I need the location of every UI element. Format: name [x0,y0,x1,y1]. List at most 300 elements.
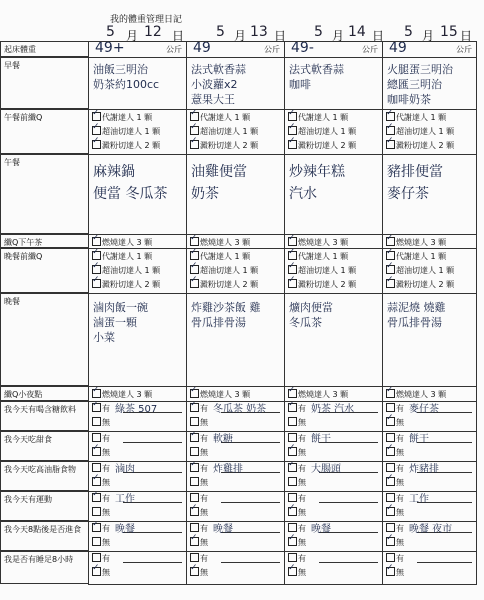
option-oil1[interactable] [288,265,356,276]
yes-label: 有 [396,554,404,563]
option-metab1[interactable] [92,251,152,262]
date-month: 5 [216,24,225,40]
option-label: 燃燒達人 3 顆 [396,390,447,399]
cell [383,462,477,492]
checkbox[interactable] [288,112,297,121]
option-starch2[interactable] [288,140,356,151]
yes-label: 有 [102,464,110,473]
no-option[interactable] [190,477,208,488]
row-drink [89,402,477,432]
no-label: 無 [298,418,306,427]
date-month-unit: 月 [422,29,435,43]
yes-label: 有 [200,524,208,533]
option-starch2[interactable] [92,279,160,290]
checkbox[interactable] [190,389,199,398]
checkbox[interactable] [386,433,395,442]
yes-option[interactable] [288,463,306,474]
option-label: 代謝達人 1 顆 [298,113,349,122]
row-before-dinner [89,249,477,294]
checkbox[interactable] [288,126,297,135]
label-before-dinner: 晚餐前纖Q [0,248,88,293]
yes-label: 有 [396,434,404,443]
yes-label: 有 [298,464,306,473]
option-starch2[interactable] [92,140,160,151]
cell [383,42,477,58]
cell [89,387,187,402]
option-label: 超油切達人 1 顆 [200,127,259,136]
checkbox[interactable] [288,477,297,486]
checkbox[interactable] [386,403,395,412]
checkbox[interactable] [288,251,297,260]
label-night-snack: 纖Q小夜點 [0,386,88,401]
cell [89,522,187,552]
checkbox[interactable] [386,417,395,426]
cell [383,58,477,110]
date-day: 12 [144,24,162,40]
row-before-lunch [89,110,477,155]
no-option[interactable] [288,537,306,548]
no-label: 無 [200,568,208,577]
note-line [221,502,280,503]
checkbox[interactable] [386,477,395,486]
option-burn3[interactable] [288,389,348,400]
checkbox[interactable] [288,553,297,562]
no-option[interactable] [92,417,110,428]
checkbox[interactable] [288,265,297,274]
label-weight: 起床體重 [0,41,88,57]
cell [187,249,285,294]
cell [187,432,285,462]
yes-label: 有 [298,524,306,533]
checkbox[interactable] [92,477,101,486]
cell [383,294,477,387]
checkbox[interactable] [190,477,199,486]
yes-label: 有 [396,464,404,473]
option-starch2[interactable] [288,279,356,290]
no-label: 無 [298,538,306,547]
weight-unit: 公斤 [456,45,472,54]
option-starch2[interactable] [190,279,258,290]
no-option[interactable] [288,477,306,488]
no-label: 無 [396,478,404,487]
option-label: 燃燒達人 3 顆 [102,390,153,399]
note-text: 工作 [409,494,429,505]
checkbox[interactable] [92,112,101,121]
date-month-unit: 月 [126,29,139,43]
checkbox[interactable] [288,279,297,288]
note-text: 冬瓜茶 奶茶 [213,404,267,415]
checkbox[interactable] [92,251,101,260]
no-label: 無 [102,418,110,427]
date-col-4 [394,26,474,42]
checkbox[interactable] [386,112,395,121]
no-label: 無 [102,448,110,457]
option-label: 超油切達人 1 顆 [396,127,455,136]
note-text: 晚餐 夜市 [409,524,453,535]
option-burn3[interactable] [190,389,250,400]
option-oil1[interactable] [386,126,454,137]
cell [383,492,477,522]
option-metab1[interactable] [288,112,348,123]
row-late [89,522,477,552]
checkbox[interactable] [92,567,101,576]
checkbox[interactable] [92,523,101,532]
no-option[interactable] [288,447,306,458]
row-fat [89,462,477,492]
checkbox[interactable] [386,389,395,398]
checkbox[interactable] [190,553,199,562]
date-col-3 [296,26,386,42]
date-day: 14 [348,24,366,40]
option-metab1[interactable] [386,251,446,262]
checkbox[interactable] [92,433,101,442]
row-dessert [89,432,477,462]
checkbox[interactable] [386,567,395,576]
page-title: 我的體重管理日記 [110,15,183,25]
option-burn3[interactable] [190,237,250,248]
label-afternoon: 纖Q下午茶 [0,234,88,248]
dinner-entry: 炸雞沙茶飯 雞 骨瓜排骨湯 [191,301,261,329]
checkbox[interactable] [288,237,297,246]
option-label: 代謝達人 1 顆 [102,252,153,261]
checkbox[interactable] [92,140,101,149]
no-label: 無 [200,418,208,427]
no-label: 無 [396,538,404,547]
checkbox[interactable] [92,237,101,246]
cell [383,249,477,294]
label-exercise: 我今天有運動 [0,491,88,521]
checkbox[interactable] [386,126,395,135]
yes-option[interactable] [92,403,110,414]
checkbox[interactable] [92,447,101,456]
yes-label: 有 [298,494,306,503]
checkbox[interactable] [190,403,199,412]
cell [187,58,285,110]
cell [285,235,383,249]
cell [285,462,383,492]
checkbox[interactable] [190,112,199,121]
yes-label: 有 [102,554,110,563]
checkbox[interactable] [386,265,395,274]
option-label: 代謝達人 1 顆 [200,113,251,122]
label-late: 我今天8點後是否進食 [0,521,88,551]
checkbox[interactable] [288,493,297,502]
cell [285,42,383,58]
date-day-unit: 日 [274,29,287,43]
option-label: 澱粉切達人 2 顆 [298,280,357,289]
checkbox[interactable] [386,140,395,149]
option-label: 代謝達人 1 顆 [396,252,447,261]
checkbox[interactable] [190,433,199,442]
no-option[interactable] [386,417,404,428]
cell [383,235,477,249]
cell [383,402,477,432]
no-label: 無 [396,448,404,457]
breakfast-entry: 火腿蛋三明治 總匯三明治 咖啡奶茶 [387,63,453,106]
option-label: 代謝達人 1 顆 [298,252,349,261]
option-oil1[interactable] [92,265,160,276]
lunch-entry: 豬排便當 麥仔茶 [387,164,443,202]
note-line [123,442,182,443]
checkbox[interactable] [190,463,199,472]
cell [383,552,477,585]
no-option[interactable] [92,507,110,518]
date-day-unit: 日 [172,29,185,43]
checkbox[interactable] [190,493,199,502]
no-option[interactable] [288,417,306,428]
cell [285,432,383,462]
option-label: 澱粉切達人 2 顆 [200,141,259,150]
date-day: 15 [440,24,458,40]
cell [89,249,187,294]
cell [285,522,383,552]
checkbox[interactable] [386,463,395,472]
note-line [319,562,378,563]
checkbox[interactable] [92,417,101,426]
checkbox[interactable] [190,251,199,260]
option-starch2[interactable] [386,140,454,151]
no-option[interactable] [92,537,110,548]
checkbox[interactable] [386,537,395,546]
checkbox[interactable] [288,140,297,149]
date-month-unit: 月 [332,29,345,43]
option-label: 燃燒達人 3 顆 [200,390,251,399]
checkbox[interactable] [288,507,297,516]
no-label: 無 [102,508,110,517]
checkbox[interactable] [190,140,199,149]
no-label: 無 [102,478,110,487]
note-text: 滷肉 [115,464,135,475]
checkbox[interactable] [190,507,199,516]
note-text: 炸豬排 [409,464,439,475]
checkbox[interactable] [92,403,101,412]
no-label: 無 [200,508,208,517]
option-label: 澱粉切達人 2 顆 [102,141,161,150]
option-burn3[interactable] [386,389,446,400]
checkbox[interactable] [92,463,101,472]
checkbox[interactable] [92,553,101,562]
checkbox[interactable] [190,537,199,546]
checkbox[interactable] [190,265,199,274]
yes-label: 有 [200,464,208,473]
label-breakfast: 早餐 [0,57,88,109]
checkbox[interactable] [386,447,395,456]
dinner-entry: 爌肉便當 冬瓜茶 [289,301,333,329]
option-oil1[interactable] [190,265,258,276]
cell [187,42,285,58]
cell [383,110,477,155]
cell [285,552,383,585]
checkbox[interactable] [190,567,199,576]
note-text: 軟糖 [213,434,233,445]
breakfast-entry: 法式軟香蒜 小波蘿x2 薏果大王 [191,63,246,106]
option-label: 超油切達人 1 顆 [102,266,161,275]
no-option[interactable] [190,507,208,518]
checkbox[interactable] [288,523,297,532]
label-drink: 我今天有喝含糖飲料 [0,401,88,431]
cell [285,294,383,387]
no-option[interactable] [190,567,208,578]
option-oil1[interactable] [386,265,454,276]
date-month: 5 [314,24,323,40]
cell [187,462,285,492]
cell [187,155,285,235]
checkbox[interactable] [288,537,297,546]
yes-label: 有 [298,434,306,443]
cell [187,294,285,387]
option-label: 代謝達人 1 顆 [200,252,251,261]
note-text: 麥仔茶 [409,404,439,415]
option-metab1[interactable] [288,251,348,262]
row-afternoon [89,235,477,249]
label-fat: 我今天吃高油脂食物 [0,461,88,491]
weight-unit: 公斤 [362,45,378,54]
no-label: 無 [298,478,306,487]
option-label: 燃燒達人 3 顆 [200,238,251,247]
no-option[interactable] [190,537,208,548]
cell [89,235,187,249]
cell [285,492,383,522]
checkbox[interactable] [190,523,199,532]
checkbox[interactable] [288,433,297,442]
option-label: 澱粉切達人 2 顆 [298,141,357,150]
no-option[interactable] [92,567,110,578]
note-text: 炸雞排 [213,464,243,475]
label-dinner: 晚餐 [0,293,88,386]
no-option[interactable] [288,507,306,518]
label-dessert: 我今天吃甜食 [0,431,88,461]
checkbox[interactable] [288,389,297,398]
dinner-entry: 蒜泥燒 燒雞 骨瓜排骨湯 [387,301,446,329]
option-oil1[interactable] [92,126,160,137]
option-burn3[interactable] [288,237,348,248]
option-metab1[interactable] [190,112,250,123]
cell [89,42,187,58]
option-label: 燃燒達人 3 顆 [298,238,349,247]
option-starch2[interactable] [190,140,258,151]
cell [383,155,477,235]
checkbox[interactable] [288,463,297,472]
no-option[interactable] [288,567,306,578]
option-oil1[interactable] [288,126,356,137]
note-text: 餅干 [311,434,331,445]
checkbox[interactable] [386,523,395,532]
no-label: 無 [298,448,306,457]
checkbox[interactable] [92,126,101,135]
checkbox[interactable] [92,265,101,274]
label-before-lunch: 午餐前纖Q [0,109,88,154]
no-option[interactable] [386,537,404,548]
option-burn3[interactable] [92,389,152,400]
cell [89,432,187,462]
label-lunch: 午餐 [0,154,88,234]
option-burn3[interactable] [92,237,152,248]
checkbox[interactable] [288,417,297,426]
weight-value: 49+ [95,41,125,56]
option-metab1[interactable] [190,251,250,262]
checkbox[interactable] [92,389,101,398]
no-label: 無 [200,448,208,457]
note-text: 晚餐 [115,524,135,535]
checkbox[interactable] [190,417,199,426]
note-text: 大腸頭 [311,464,341,475]
checkbox[interactable] [386,507,395,516]
no-option[interactable] [190,417,208,428]
checkbox[interactable] [386,493,395,502]
checkbox[interactable] [386,553,395,562]
yes-option[interactable] [92,523,110,534]
cell [285,402,383,432]
option-starch2[interactable] [386,279,454,290]
yes-label: 有 [200,404,208,413]
no-option[interactable] [386,447,404,458]
checkbox[interactable] [288,567,297,576]
note-line [319,502,378,503]
cell [89,462,187,492]
option-oil1[interactable] [190,126,258,137]
checkbox[interactable] [190,237,199,246]
checkbox[interactable] [92,279,101,288]
no-option[interactable] [190,447,208,458]
yes-label: 有 [200,434,208,443]
row-night-snack [89,387,477,402]
no-option[interactable] [92,477,110,488]
no-label: 無 [102,538,110,547]
checkbox[interactable] [386,279,395,288]
yes-option[interactable] [190,403,208,414]
checkbox[interactable] [92,507,101,516]
option-metab1[interactable] [92,112,152,123]
checkbox[interactable] [386,237,395,246]
yes-option[interactable] [190,433,208,444]
cell [89,492,187,522]
note-text: 晚餐 [311,524,331,535]
checkbox[interactable] [190,126,199,135]
checkbox[interactable] [190,447,199,456]
option-label: 超油切達人 1 顆 [298,266,357,275]
yes-option[interactable] [288,403,306,414]
option-metab1[interactable] [386,112,446,123]
option-label: 超油切達人 1 顆 [102,127,161,136]
checkbox[interactable] [92,537,101,546]
weight-value: 49 [389,41,407,56]
breakfast-entry: 油飯三明治 奶茶約100cc [93,63,160,91]
cell [89,294,187,387]
checkbox[interactable] [288,403,297,412]
checkbox[interactable] [288,447,297,456]
no-option[interactable] [92,447,110,458]
yes-option[interactable] [92,493,110,504]
row-sleep [89,552,477,585]
checkbox[interactable] [190,279,199,288]
option-label: 澱粉切達人 2 顆 [396,280,455,289]
checkbox[interactable] [386,251,395,260]
yes-label: 有 [396,494,404,503]
yes-option[interactable] [190,463,208,474]
row-dinner [89,294,477,387]
no-option[interactable] [386,567,404,578]
cell [187,552,285,585]
no-option[interactable] [386,507,404,518]
yes-label: 有 [396,524,404,533]
weight-value: 49- [291,41,314,56]
checkbox[interactable] [92,493,101,502]
no-label: 無 [396,568,404,577]
option-burn3[interactable] [386,237,446,248]
no-option[interactable] [386,477,404,488]
no-label: 無 [298,508,306,517]
date-day-unit: 日 [460,29,473,43]
